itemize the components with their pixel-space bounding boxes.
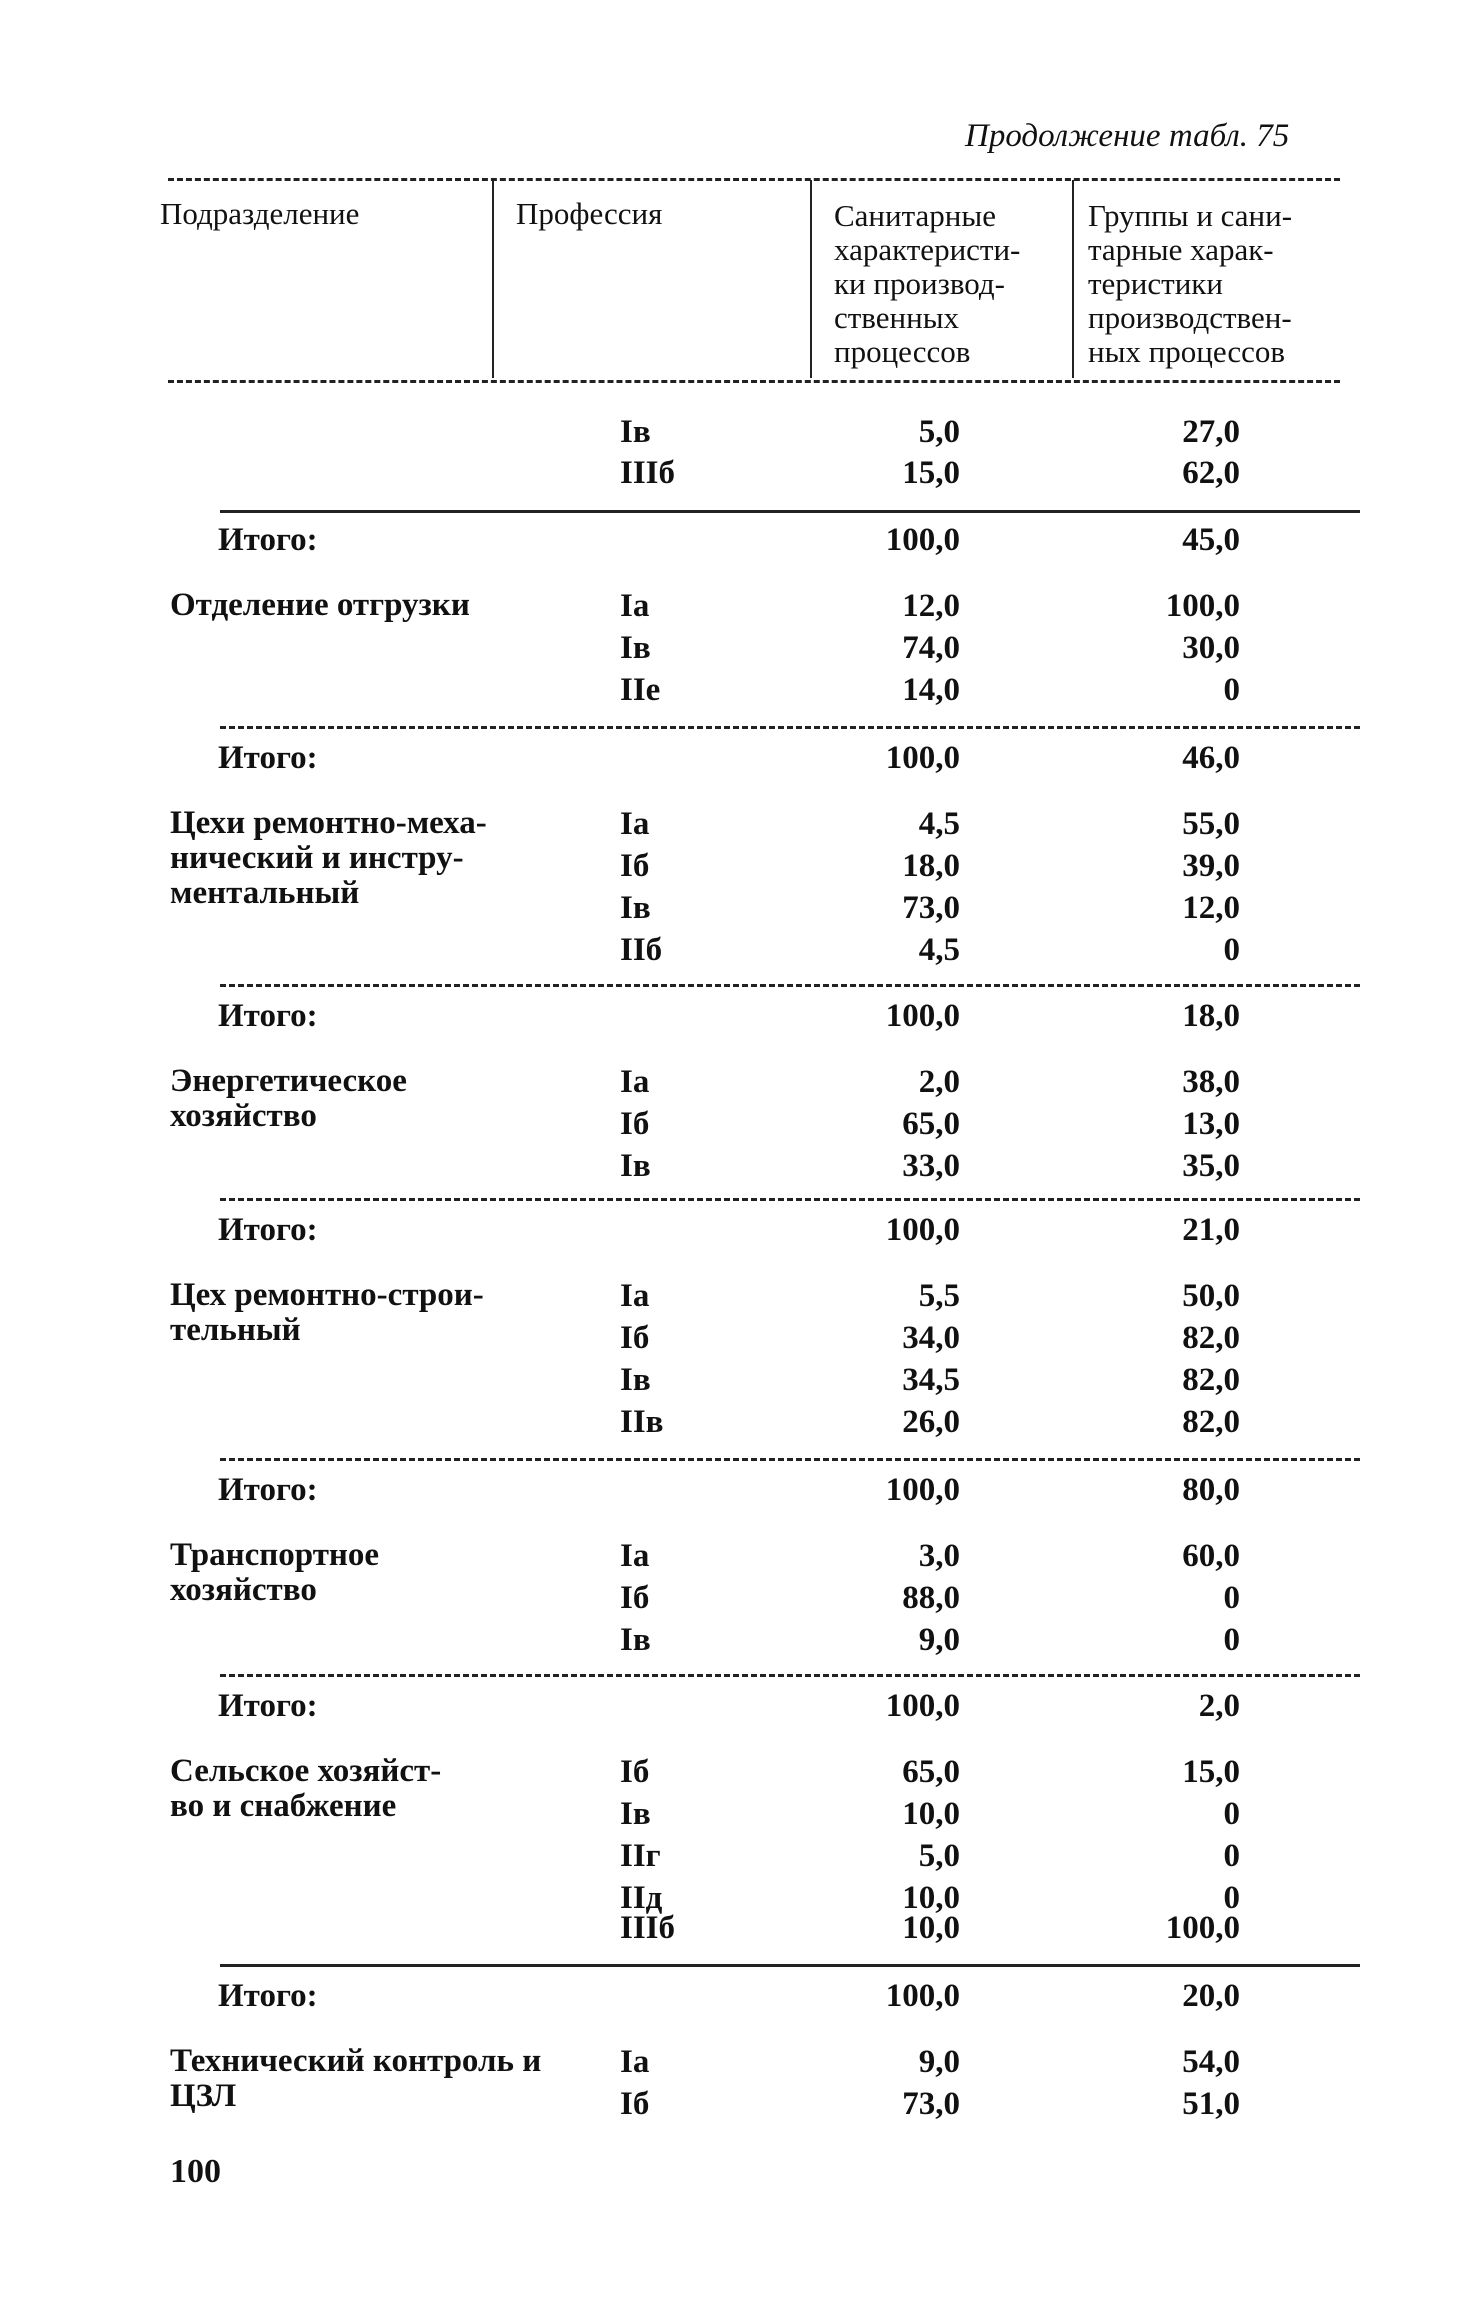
table-cell-profession: IIг	[620, 1838, 661, 1874]
table-cell-value: 3,0	[918, 1538, 960, 1574]
table-cell-value: 0	[1223, 932, 1240, 968]
table-cell-value: 100,0	[1165, 1910, 1240, 1946]
table-cell-profession: Iб	[620, 848, 650, 884]
total-value: 100,0	[885, 1688, 960, 1724]
table-cell-value: 38,0	[1182, 1064, 1240, 1100]
table-cell-value: 54,0	[1182, 2044, 1240, 2080]
table-cell-profession: Iв	[620, 890, 651, 926]
header-subdivision: Подразделение	[160, 196, 360, 231]
table-cell-profession: Iа	[620, 806, 650, 842]
table-cell-profession: Iв	[620, 1362, 651, 1398]
header-bottom-rule	[168, 380, 1340, 383]
table-cell-profession: Iб	[620, 1320, 650, 1356]
table-cell-value: 5,5	[918, 1278, 960, 1314]
table-cell-value: 33,0	[902, 1148, 960, 1184]
header-profession: Профессия	[516, 196, 663, 231]
table-cell-subdivision: Цехи ремонтно-меха- нический и инстру- ментальный	[170, 805, 487, 911]
table-cell-value: 73,0	[902, 890, 960, 926]
header-divider-2	[810, 180, 812, 378]
table-cell-value: 0	[1223, 1580, 1240, 1616]
total-label: Итого:	[218, 1212, 318, 1248]
total-value: 45,0	[1182, 522, 1240, 558]
table-cell-value: 9,0	[918, 1622, 960, 1658]
table-cell-value: 4,5	[918, 806, 960, 842]
table-cell-value: 82,0	[1182, 1320, 1240, 1356]
table-cell-value: 10,0	[902, 1796, 960, 1832]
total-rule	[220, 726, 1360, 729]
table-cell-value: 34,0	[902, 1320, 960, 1356]
table-cell-value: 10,0	[902, 1880, 960, 1916]
table-cell-subdivision: Транспортное хозяйство	[170, 1537, 380, 1608]
total-value: 100,0	[885, 1472, 960, 1508]
table-cell-profession: Iа	[620, 588, 650, 624]
total-value: 100,0	[885, 1978, 960, 2014]
total-value: 20,0	[1182, 1978, 1240, 2014]
table-cell-value: 60,0	[1182, 1538, 1240, 1574]
table-cell-value: 62,0	[1182, 455, 1240, 491]
table-cell-value: 13,0	[1182, 1106, 1240, 1142]
total-rule	[220, 984, 1360, 987]
table-cell-value: 74,0	[902, 630, 960, 666]
table-cell-profession: Iв	[620, 630, 651, 666]
total-value: 100,0	[885, 522, 960, 558]
table-cell-value: 18,0	[902, 848, 960, 884]
table-cell-value: 30,0	[1182, 630, 1240, 666]
table-cell-subdivision: Цех ремонтно-строи- тельный	[170, 1277, 484, 1348]
table-cell-value: 12,0	[1182, 890, 1240, 926]
total-rule	[220, 510, 1360, 513]
total-label: Итого:	[218, 998, 318, 1034]
table-cell-value: 35,0	[1182, 1148, 1240, 1184]
total-value: 2,0	[1198, 1688, 1240, 1724]
table-cell-profession: Iв	[620, 1148, 651, 1184]
total-label: Итого:	[218, 522, 318, 558]
table-cell-value: 4,5	[918, 932, 960, 968]
table-cell-profession: Iв	[620, 1796, 651, 1832]
table-cell-profession: Iа	[620, 1064, 650, 1100]
table-cell-value: 10,0	[902, 1910, 960, 1946]
table-cell-value: 15,0	[902, 455, 960, 491]
table-cell-value: 34,5	[902, 1362, 960, 1398]
table-cell-value: 88,0	[902, 1580, 960, 1616]
table-cell-profession: IIе	[620, 672, 661, 708]
table-cell-subdivision: Отделение отгрузки	[170, 587, 470, 623]
table-cell-value: 0	[1223, 672, 1240, 708]
table-cell-profession: Iб	[620, 1754, 650, 1790]
table-cell-value: 5,0	[918, 414, 960, 450]
table-cell-value: 26,0	[902, 1404, 960, 1440]
table-cell-value: 5,0	[918, 1838, 960, 1874]
table-cell-profession: Iа	[620, 1278, 650, 1314]
total-value: 100,0	[885, 740, 960, 776]
total-value: 18,0	[1182, 998, 1240, 1034]
total-label: Итого:	[218, 1472, 318, 1508]
table-cell-value: 65,0	[902, 1106, 960, 1142]
table-cell-profession: IIб	[620, 932, 663, 968]
total-label: Итого:	[218, 1688, 318, 1724]
table-cell-value: 50,0	[1182, 1278, 1240, 1314]
table-cell-value: 82,0	[1182, 1404, 1240, 1440]
table-cell-value: 100,0	[1165, 588, 1240, 624]
table-cell-value: 82,0	[1182, 1362, 1240, 1398]
table-cell-profession: IIIб	[620, 455, 676, 491]
table-cell-value: 73,0	[902, 2086, 960, 2122]
table-cell-profession: IIд	[620, 1880, 663, 1916]
table-cell-value: 9,0	[918, 2044, 960, 2080]
table-cell-value: 65,0	[902, 1754, 960, 1790]
table-cell-value: 51,0	[1182, 2086, 1240, 2122]
table-cell-value: 27,0	[1182, 414, 1240, 450]
total-rule	[220, 1458, 1360, 1461]
table-caption: Продолжение табл. 75	[965, 118, 1290, 154]
total-label: Итого:	[218, 740, 318, 776]
header-divider-1	[492, 180, 494, 378]
table-cell-profession: IIв	[620, 1404, 664, 1440]
table-cell-subdivision: Энергетическое хозяйство	[170, 1063, 407, 1134]
total-value: 80,0	[1182, 1472, 1240, 1508]
table-cell-profession: IIIб	[620, 1910, 676, 1946]
table-cell-profession: Iб	[620, 2086, 650, 2122]
table-cell-value: 0	[1223, 1622, 1240, 1658]
table-cell-value: 14,0	[902, 672, 960, 708]
page-number: 100	[170, 2153, 221, 2190]
table-cell-profession: Iб	[620, 1106, 650, 1142]
table-cell-subdivision: Технический контроль и ЦЗЛ	[170, 2043, 542, 2114]
table-cell-value: 0	[1223, 1838, 1240, 1874]
table-cell-profession: Iв	[620, 414, 651, 450]
table-cell-value: 12,0	[902, 588, 960, 624]
total-value: 46,0	[1182, 740, 1240, 776]
table-cell-value: 0	[1223, 1796, 1240, 1832]
table-cell-value: 55,0	[1182, 806, 1240, 842]
total-label: Итого:	[218, 1978, 318, 2014]
table-cell-value: 15,0	[1182, 1754, 1240, 1790]
total-value: 100,0	[885, 998, 960, 1034]
total-value: 21,0	[1182, 1212, 1240, 1248]
table-cell-profession: Iв	[620, 1622, 651, 1658]
total-value: 100,0	[885, 1212, 960, 1248]
total-rule	[220, 1674, 1360, 1677]
table-cell-subdivision: Сельское хозяйст- во и снабжение	[170, 1753, 442, 1824]
total-rule	[220, 1198, 1360, 1201]
table-cell-value: 0	[1223, 1880, 1240, 1916]
total-rule	[220, 1964, 1360, 1967]
table-cell-profession: Iб	[620, 1580, 650, 1616]
header-top-rule	[168, 178, 1340, 181]
table-cell-profession: Iа	[620, 1538, 650, 1574]
header-divider-3	[1072, 180, 1074, 378]
table-cell-value: 2,0	[918, 1064, 960, 1100]
table-cell-profession: Iа	[620, 2044, 650, 2080]
table-cell-value: 39,0	[1182, 848, 1240, 884]
